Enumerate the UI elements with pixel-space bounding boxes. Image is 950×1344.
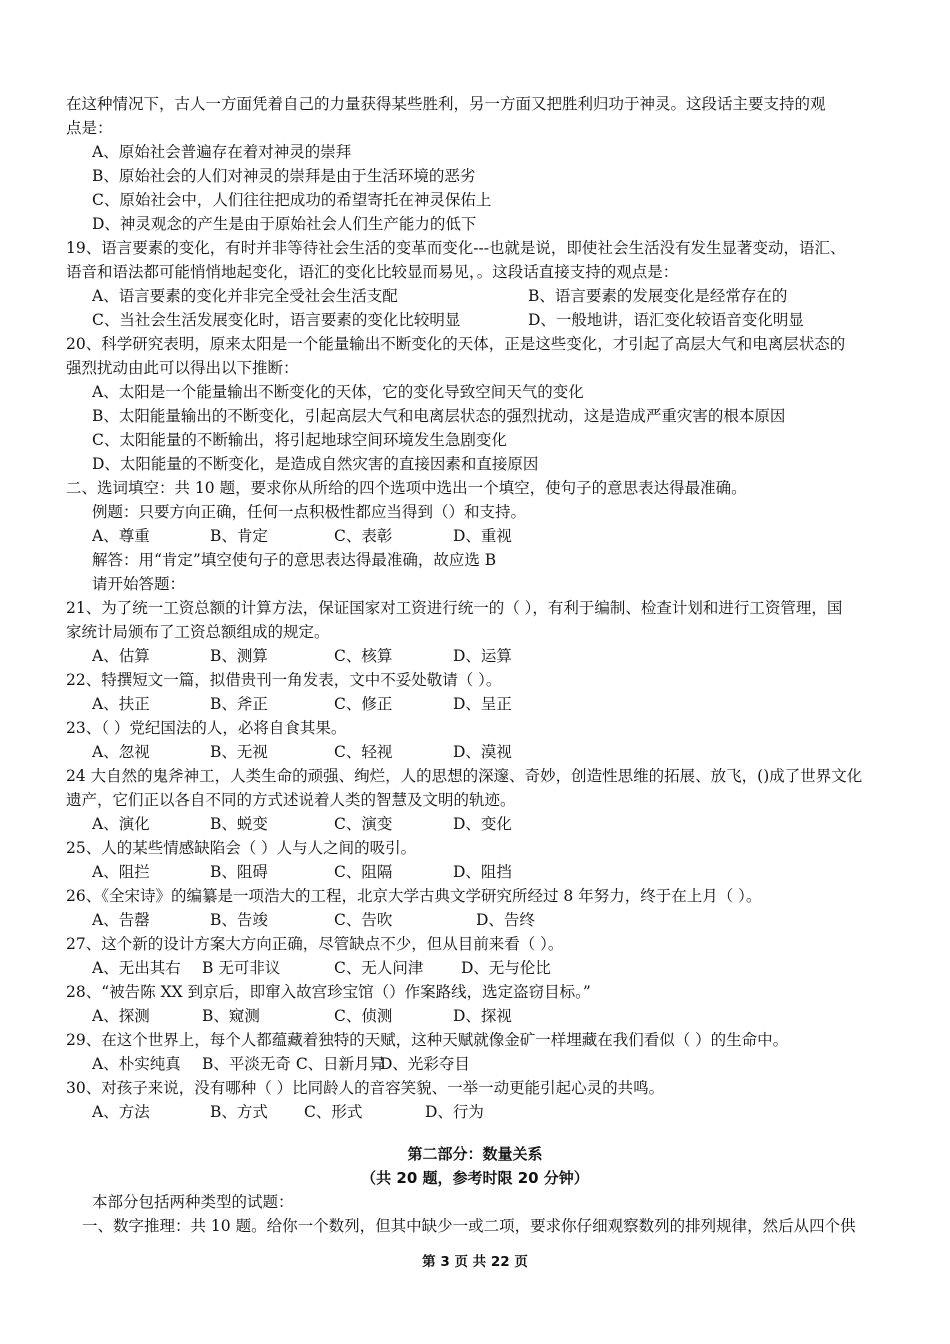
q21-option-b: B、测算 — [210, 647, 268, 665]
q27-option-c: C、无人问津 — [334, 959, 424, 977]
q21-line-2: 家统计局颁布了工资总额组成的规定。 — [66, 623, 330, 641]
example-answer: 解答：用“肯定”填空使句子的意思表达得最准确，故应选 B — [92, 551, 497, 569]
q23-option-d: D、漠视 — [453, 743, 512, 761]
q30-line-1: 30、对孩子来说，没有哪种（ ）比同龄人的音容笑貌、一举一动更能引起心灵的共鸣。 — [66, 1079, 665, 1097]
q20-option-d: D、太阳能量的不断变化，是造成自然灾害的直接因素和直接原因 — [92, 455, 539, 473]
part-2-subtitle: （共 20 题，参考时限 20 分钟） — [361, 1169, 589, 1187]
part-2-title: 第二部分：数量关系 — [407, 1145, 543, 1163]
page-number-footer: 第 3 页 共 22 页 — [422, 1254, 528, 1270]
example-option-a: A、尊重 — [92, 527, 150, 545]
q20-line-1: 20、科学研究表明，原来太阳是一个能量输出不断变化的天体，正是这些变化，才引起了高层大气和电离层状态的 — [66, 335, 846, 353]
intro-option-d: D、神灵观念的产生是由于原始社会人们生产能力的低下 — [92, 215, 477, 233]
q19-line-1: 19、语言要素的变化，有时并非等待社会生活的变革而变化---也就是说，即使社会生活没有发生显著变动，语汇、 — [66, 239, 846, 257]
q30-option-a: A、方法 — [92, 1103, 150, 1121]
q27-option-d: D、无与伦比 — [461, 959, 551, 977]
q21-line-1: 21、为了统一工资总额的计算方法，保证国家对工资进行统一的（ ），有利于编制、检查计划和进行工资管理，国 — [66, 599, 843, 617]
q24-line-2: 遗产，它们正以各自不同的方式述说着人类的智慧及文明的轨迹。 — [66, 791, 516, 809]
q26-option-d: D、告终 — [476, 911, 535, 929]
q29-option-b: B、平淡无奇 C、日新月异 — [202, 1055, 386, 1073]
example-option-d: D、重视 — [453, 527, 512, 545]
start-prompt: 请开始答题： — [92, 575, 186, 593]
q20-line-2: 强烈扰动由此可以得出以下推断： — [66, 359, 299, 377]
intro-option-b: B、原始社会的人们对神灵的崇拜是由于生活环境的恶劣 — [92, 167, 476, 185]
q22-option-b: B、斧正 — [210, 695, 268, 713]
q27-option-a: A、无出其右 — [92, 959, 181, 977]
q21-option-a: A、估算 — [92, 647, 150, 665]
q21-option-c: C、核算 — [334, 647, 393, 665]
q27-option-b: B 无可非议 — [202, 959, 281, 977]
q28-option-c: C、侦测 — [334, 1007, 393, 1025]
q25-option-a: A、阻拦 — [92, 863, 150, 881]
q22-line-1: 22、特撰短文一篇，拟借贵刊一角发表，文中不妥处敬请（ ）。 — [66, 671, 502, 689]
q29-option-d: D、光彩夺目 — [380, 1055, 470, 1073]
q28-option-a: A、探测 — [92, 1007, 150, 1025]
intro-line-2: 点是： — [66, 119, 113, 137]
q19-option-a: A、语言要素的变化并非完全受社会生活支配 — [92, 287, 398, 305]
q25-option-c: C、阻隔 — [334, 863, 393, 881]
q24-option-b: B、蜕变 — [210, 815, 268, 833]
q30-option-d: D、行为 — [425, 1103, 484, 1121]
q28-line-1: 28、“被告陈 XX 到京后，即窜入故宫珍宝馆（）作案路线，选定盗窃目标。” — [66, 983, 591, 1001]
q29-option-a: A、朴实纯真 — [92, 1055, 181, 1073]
q24-option-d: D、变化 — [453, 815, 512, 833]
q20-option-b: B、太阳能量输出的不断变化，引起高层大气和电离层状态的强烈扰动，这是造成严重灾害的根本原因 — [92, 407, 786, 425]
intro-line-1: 在这种情况下，古人一方面凭着自己的力量获得某些胜利，另一方面又把胜利归功于神灵。这段话主要支持的观 — [66, 95, 826, 113]
q20-option-c: C、太阳能量的不断输出，将引起地球空间环境发生急剧变化 — [92, 431, 507, 449]
q23-line-1: 23、（ ）党纪国法的人，必将自食其果。 — [66, 719, 347, 737]
q19-option-b: B、语言要素的发展变化是经常存在的 — [528, 287, 788, 305]
q28-option-d: D、探视 — [453, 1007, 512, 1025]
q26-option-a: A、告罄 — [92, 911, 150, 929]
q30-option-b: B、方式 — [210, 1103, 268, 1121]
example-option-c: C、表彰 — [334, 527, 393, 545]
q20-option-a: A、太阳是一个能量输出不断变化的天体，它的变化导致空间天气的变化 — [92, 383, 584, 401]
q26-line-1: 26、《全宋诗》的编纂是一项浩大的工程，北京大学古典文学研究所经过 8 年努力，终于在上月（ ）。 — [66, 887, 762, 905]
q22-option-d: D、呈正 — [453, 695, 512, 713]
q19-line-2: 语音和语法都可能悄悄地起变化，语汇的变化比较显而易见，。这段话直接支持的观点是： — [66, 263, 679, 281]
q27-line-1: 27、这个新的设计方案大方向正确，尽管缺点不少，但从目前来看（ ）。 — [66, 935, 564, 953]
q25-option-b: B、阻碍 — [210, 863, 268, 881]
example-option-b: B、肯定 — [210, 527, 268, 545]
q19-option-c: C、当社会生活发展变化时，语言要素的变化比较明显 — [92, 311, 461, 329]
q22-option-a: A、扶正 — [92, 695, 150, 713]
intro-option-a: A、原始社会普遍存在着对神灵的崇拜 — [92, 143, 352, 161]
q23-option-c: C、轻视 — [334, 743, 393, 761]
q25-line-1: 25、人的某些情感缺陷会（ ）人与人之间的吸引。 — [66, 839, 417, 857]
intro-option-c: C、原始社会中，人们往往把成功的希望寄托在神灵保佑上 — [92, 191, 492, 209]
part-2-section-1-heading: 一、数字推理：共 10 题。给你一个数列，但其中缺少一或二项，要求你仔细观察数列的排列规律，然后从四个供 — [82, 1217, 856, 1235]
example-question: 例题：只要方向正确，任何一点积极性都应当得到（）和支持。 — [92, 503, 527, 521]
q28-option-b: B、窥测 — [202, 1007, 260, 1025]
q23-option-b: B、无视 — [210, 743, 268, 761]
q24-option-c: C、演变 — [334, 815, 393, 833]
q24-line-1: 24 大自然的鬼斧神工，人类生命的顽强、绚烂，人的思想的深邃、奇妙，创造性思维的拓展、放飞，()成了世界文化 — [66, 767, 863, 785]
q22-option-c: C、修正 — [334, 695, 393, 713]
q19-option-d: D、一般地讲，语汇变化较语音变化明显 — [528, 311, 804, 329]
q30-option-c: C、形式 — [304, 1103, 363, 1121]
q25-option-d: D、阻挡 — [453, 863, 512, 881]
q24-option-a: A、演化 — [92, 815, 150, 833]
q26-option-c: C、告吹 — [334, 911, 393, 929]
section-2-heading: 二、选词填空：共 10 题，要求你从所给的四个选项中选出一个填空，使句子的意思表达得最准确。 — [66, 479, 747, 497]
part-2-intro: 本部分包括两种类型的试题： — [92, 1193, 294, 1211]
q26-option-b: B、告竣 — [210, 911, 268, 929]
q21-option-d: D、运算 — [453, 647, 512, 665]
q29-line-1: 29、在这个世界上，每个人都蕴藏着独特的天赋，这种天赋就像金矿一样埋藏在我们看似（ ）的生命中。 — [66, 1031, 789, 1049]
q23-option-a: A、忽视 — [92, 743, 150, 761]
